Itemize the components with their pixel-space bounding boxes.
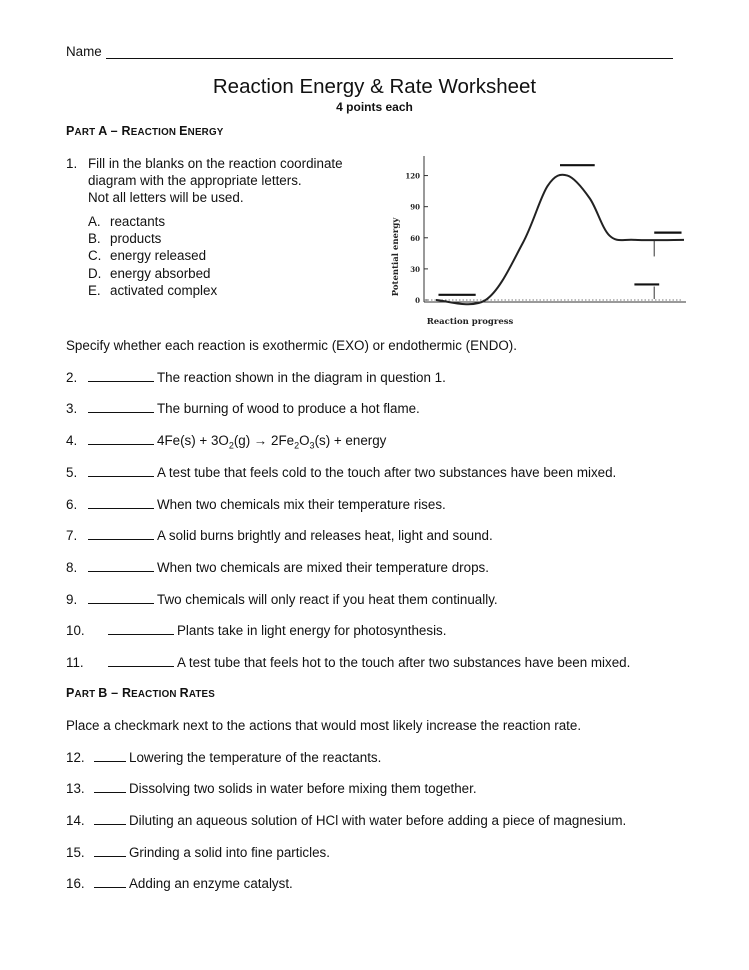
choice-item: E. activated complex (88, 282, 218, 298)
reaction-coordinate-diagram (380, 150, 692, 330)
question-4: 4. $4Fe(s) + 3O_2(g) \to 2Fe_2O_3(s)$ + energy (66, 433, 387, 451)
answer-blank[interactable] (88, 371, 154, 382)
question-2: 2. The reaction shown in the diagram in question 1. (66, 370, 446, 385)
part-a-heading: PART A – REACTION ENERGY (66, 124, 224, 138)
checkmark-blank[interactable] (94, 814, 126, 825)
choice-item: B. products (88, 231, 162, 247)
question-6: 6. When two chemicals mix their temperature rises. (66, 497, 446, 512)
y-tick-label: 120 (405, 171, 420, 181)
page-title: Reaction Energy & Rate Worksheet (212, 75, 537, 98)
question-3: 3. The burning of wood to produce a hot flame. (66, 401, 420, 416)
answer-blank[interactable] (88, 466, 154, 477)
q1-line-1: Fill in the blanks on the reaction coordinate (88, 156, 343, 171)
q1-line-2: diagram with the appropriate letters. (88, 173, 302, 188)
part-b-heading: PART B – REACTION RATES (66, 686, 216, 700)
question-15: 15. Grinding a solid into fine particles. (66, 845, 330, 860)
question-13: 13. Dissolving two solids in water before mixing them together. (66, 781, 477, 796)
x-axis-label: Reaction progress (426, 317, 514, 327)
name-label: Name (66, 44, 102, 59)
checkmark-blank[interactable] (94, 751, 126, 762)
page-subtitle: 4 points each (336, 100, 413, 114)
answer-blank[interactable] (88, 498, 154, 509)
question-11: 11. A test tube that feels hot to the touch after two substances have been mixed. (66, 655, 631, 670)
question-1 (66, 155, 343, 206)
part-b-instructions: Place a checkmark next to the actions that would most likely increase the reaction rate. (66, 718, 582, 733)
y-tick-label: 90 (410, 202, 420, 212)
question-16: 16. Adding an enzyme catalyst. (66, 876, 293, 891)
question-number: 1. (66, 156, 78, 171)
answer-blank[interactable] (88, 561, 154, 572)
q1-line-3: Not all letters will be used. (88, 190, 244, 205)
answer-blank[interactable] (108, 624, 174, 635)
part-a-instructions: Specify whether each reaction is exothermic (EXO) or endothermic (ENDO). (66, 338, 517, 353)
checkmark-blank[interactable] (94, 782, 126, 793)
question-5: 5. A test tube that feels cold to the touch after two substances have been mixed. (66, 465, 617, 480)
question-8: 8. When two chemicals are mixed their temperature drops. (66, 560, 489, 575)
choice-item: C. energy released (88, 248, 207, 264)
y-tick-label: 60 (410, 233, 420, 243)
question-10: 10. Plants take in light energy for photosynthesis. (66, 623, 447, 638)
answer-blank[interactable] (88, 529, 154, 540)
question-7: 7. A solid burns brightly and releases heat, light and sound. (66, 528, 493, 543)
y-tick-label: 30 (410, 264, 420, 274)
name-field[interactable] (106, 58, 673, 59)
equation: $4Fe(s) + 3O_2(g) \to 2Fe_2O_3(s)$ + energy (157, 433, 387, 451)
choice-list (88, 213, 217, 299)
answer-blank[interactable] (88, 593, 154, 604)
choice-item: A. reactants (88, 214, 166, 229)
checkmark-blank[interactable] (94, 877, 126, 888)
question-14: 14. Diluting an aqueous solution of HCl with water before adding a piece of magnesium. (66, 813, 627, 828)
choice-item: D. energy absorbed (88, 265, 211, 281)
question-9: 9. Two chemicals will only react if you heat them continually. (66, 592, 498, 607)
answer-blank[interactable] (88, 434, 154, 445)
answer-blank[interactable] (108, 656, 174, 667)
y-axis-label: Potential energy (391, 217, 401, 297)
checkmark-blank[interactable] (94, 846, 126, 857)
answer-blank[interactable] (88, 402, 154, 413)
y-tick-label: 0 (415, 296, 420, 305)
question-12: 12. Lowering the temperature of the reactants. (66, 750, 382, 765)
